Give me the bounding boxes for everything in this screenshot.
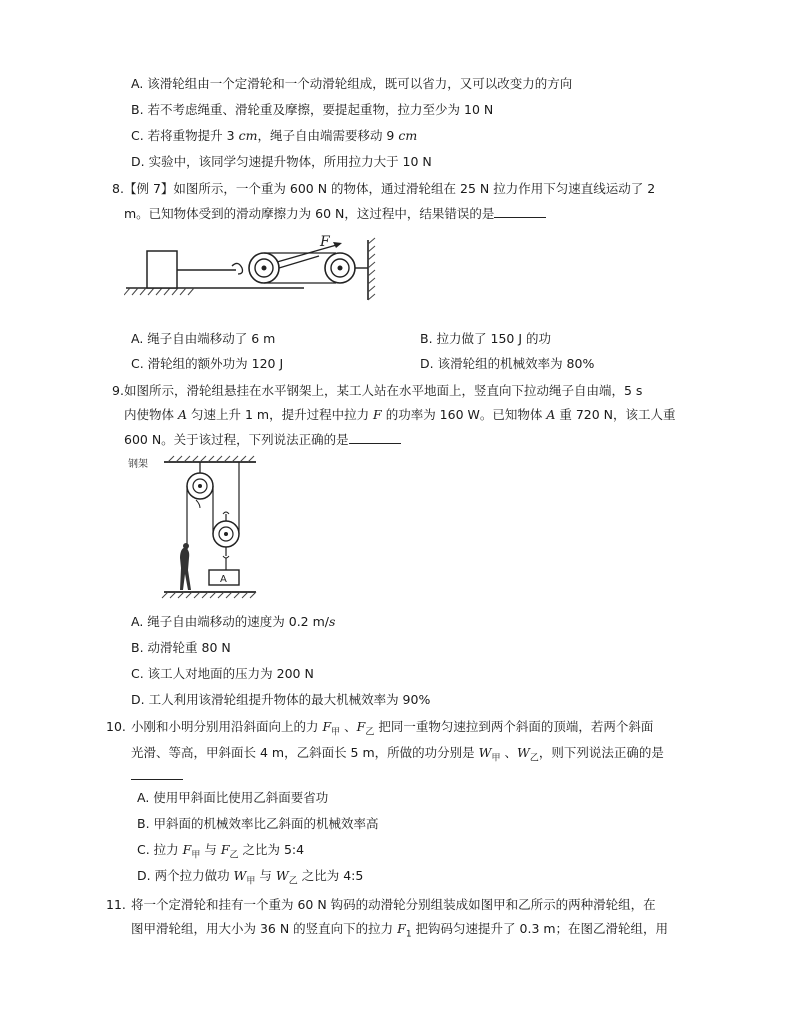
q9-stem-line2: 内使物体 A 匀速上升 1 m，提升过程中拉力 F 的功率为 160 W。已知物体 A 重 720 N，该工人重 bbox=[124, 407, 676, 422]
q9-figure-pulley-vertical bbox=[124, 454, 259, 608]
q11-number: 11. bbox=[106, 897, 126, 912]
answer-blank bbox=[494, 205, 546, 218]
q8-option-b: B. 拉力做了 150 J 的功 bbox=[420, 331, 551, 346]
q7-option-a: A. 该滑轮组由一个定滑轮和一个动滑轮组成，既可以省力，又可以改变力的方向 bbox=[131, 76, 573, 91]
q9-option-b: B. 动滑轮重 80 N bbox=[131, 640, 231, 655]
q9-option-c: C. 该工人对地面的压力为 200 N bbox=[131, 666, 314, 681]
q8-figure-pulley-horizontal bbox=[124, 232, 384, 304]
q8-number: 8. bbox=[112, 181, 124, 196]
q8-stem-line2: m。已知物体受到的滑动摩擦力为 60 N，这过程中，结果错误的是 bbox=[124, 205, 546, 222]
q9-stem-line3: 600 N。关于该过程，下列说法正确的是 bbox=[124, 431, 401, 448]
q10-stem-line2: 光滑、等高，甲斜面长 4 m，乙斜面长 5 m，所做的功分别是 $W_甲$ 、$W_乙$，则下列说法正确的是 bbox=[131, 745, 664, 764]
q9-stem-line1: 如图所示，滑轮组悬挂在水平钢架上，某工人站在水平地面上，竖直向下拉动绳子自由端，5 s bbox=[124, 383, 643, 398]
answer-blank bbox=[349, 431, 401, 444]
q7-option-b: B. 若不考虑绳重、滑轮重及摩擦，要提起重物，拉力至少为 10 N bbox=[131, 102, 494, 117]
q10-answer-blank bbox=[131, 767, 183, 784]
box-label: A bbox=[220, 574, 227, 585]
q9-number: 9. bbox=[112, 383, 124, 398]
q10-option-a: A. 使用甲斜面比使用乙斜面要省功 bbox=[137, 790, 329, 805]
q11-stem-line2: 图甲滑轮组，用大小为 36 N 的竖直向下的拉力 $F_1$ 把钩码匀速提升了 0.3 m；在图乙滑轮组，用 bbox=[131, 921, 669, 940]
q10-stem-line1: 小刚和小明分别用沿斜面向上的力 $F_甲$ 、$F_乙$ 把同一重物匀速拉到两个斜面的顶端，若两个斜面 bbox=[131, 719, 654, 738]
q10-number: 10. bbox=[106, 719, 126, 734]
q8-stem-line1: 【例 7】如图所示，一个重为 600 N 的物体，通过滑轮组在 25 N 拉力作用下匀速直线运动了 2 bbox=[124, 181, 656, 196]
q10-option-b: B. 甲斜面的机械效率比乙斜面的机械效率高 bbox=[137, 816, 379, 831]
q9-option-a: A. 绳子自由端移动的速度为 0.2 m/s bbox=[131, 614, 336, 629]
q8-option-c: C. 滑轮组的额外功为 120 J bbox=[131, 356, 284, 371]
q10-option-c: C. 拉力 $F_甲$ 与 $F_乙$ 之比为 5:4 bbox=[137, 842, 305, 861]
q9-option-d: D. 工人利用该滑轮组提升物体的最大机械效率为 90% bbox=[131, 692, 431, 707]
force-label: F bbox=[320, 234, 330, 250]
q11-stem-line1: 将一个定滑轮和挂有一个重为 60 N 钩码的动滑轮分别组装成如图甲和乙所示的两种滑轮组，在 bbox=[131, 897, 656, 912]
q7-option-c: C. 若将重物提升 3 cm，绳子自由端需要移动 9 cm bbox=[131, 128, 418, 143]
q10-option-d: D. 两个拉力做功 $W_甲$ 与 $W_乙$ 之比为 4:5 bbox=[137, 868, 364, 887]
q8-option-a: A. 绳子自由端移动了 6 m bbox=[131, 331, 276, 346]
frame-label: 钢架 bbox=[128, 459, 148, 470]
q7-option-d: D. 实验中，该同学匀速提升物体，所用拉力大于 10 N bbox=[131, 154, 432, 169]
q8-option-d: D. 该滑轮组的机械效率为 80% bbox=[420, 356, 595, 371]
